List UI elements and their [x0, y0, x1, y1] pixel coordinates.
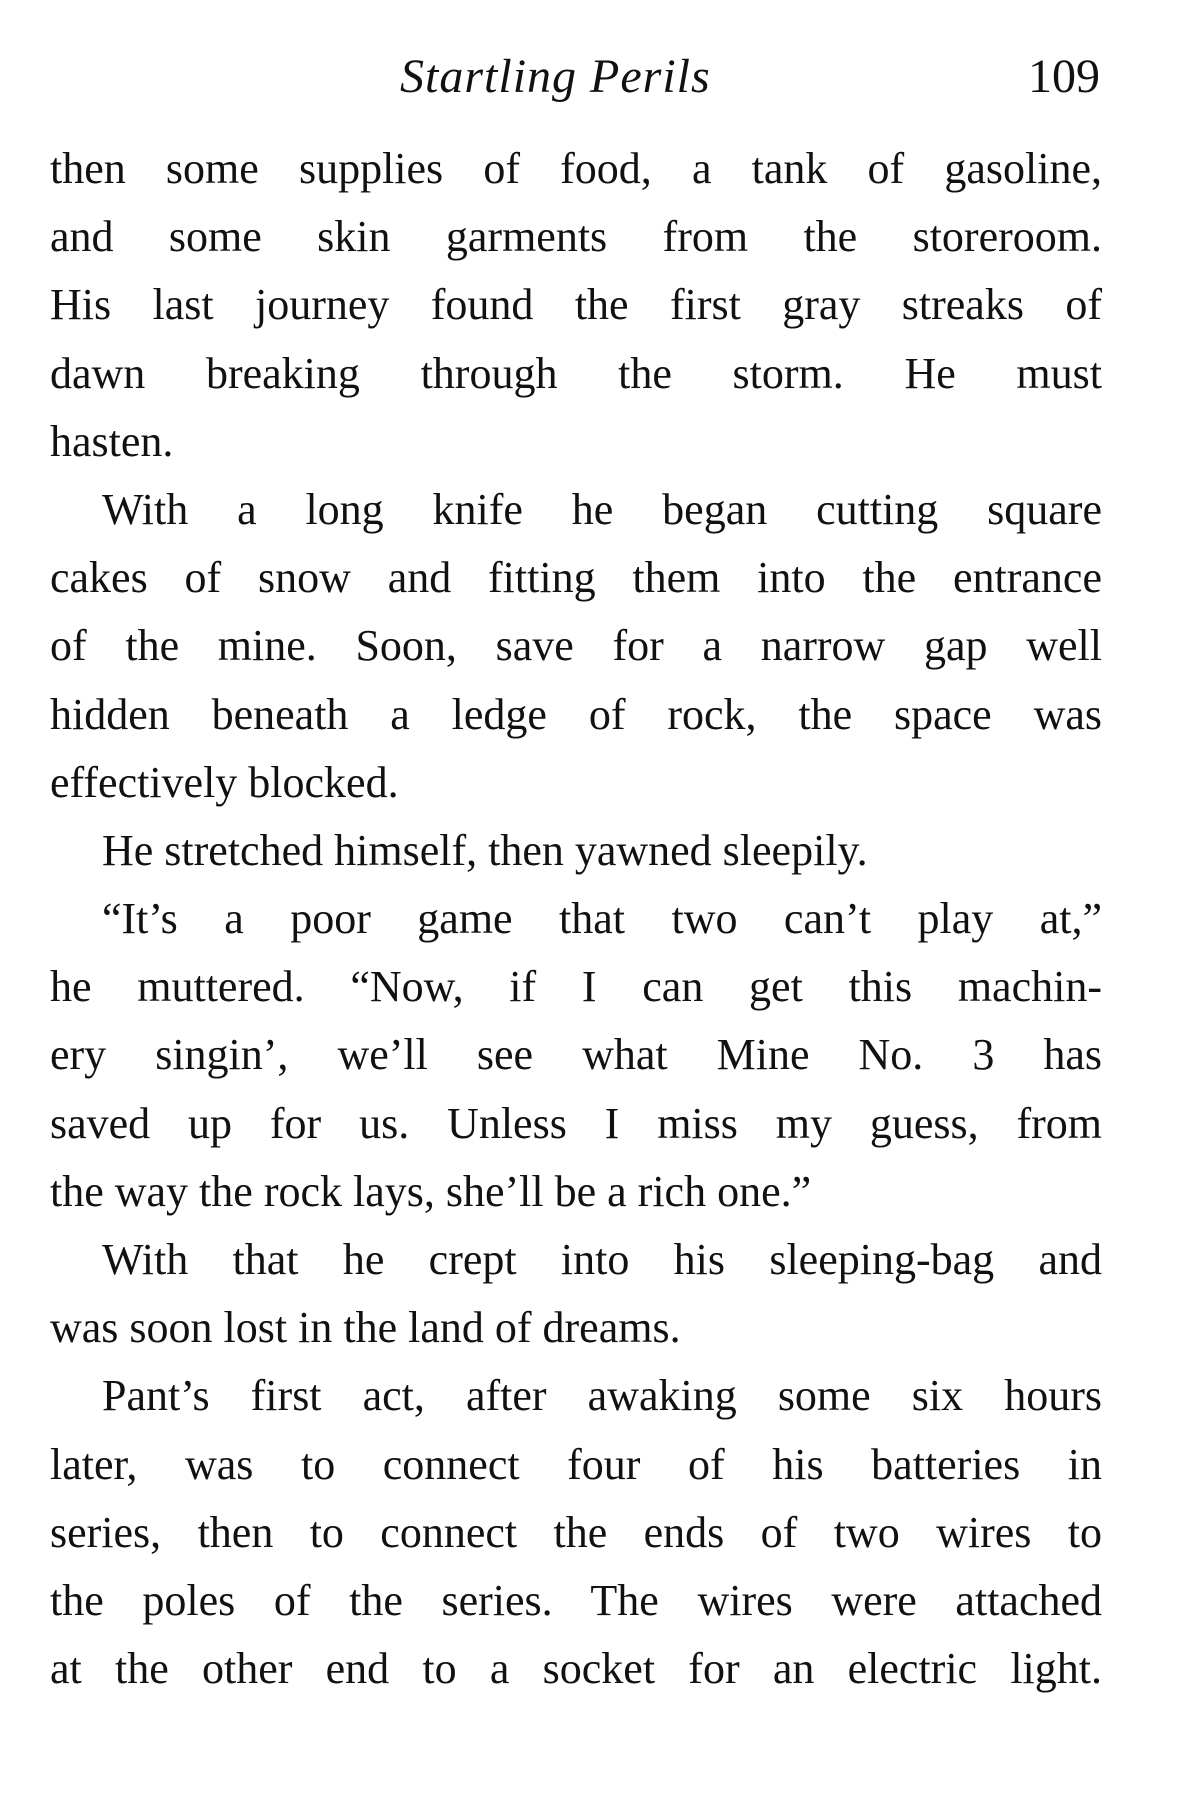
text-line: the poles of the series. The wires were attached [50, 1575, 1102, 1625]
text-line: His last journey found the first gray streaks of [50, 280, 1102, 330]
text-line: at the other end to a socket for an electric light. [50, 1644, 1102, 1694]
text-line: cakes of snow and fitting them into the entrance [50, 553, 1102, 603]
text-line: then some supplies of food, a tank of gasoline, [50, 144, 1102, 193]
text-line: and some skin garments from the storeroom. [50, 212, 1102, 262]
text-line: dawn breaking through the storm. He must [50, 348, 1102, 398]
text-line: “It’s a poor game that two can’t play at,” [102, 894, 1102, 944]
text-line: hidden beneath a ledge of rock, the space was [50, 689, 1102, 739]
text-line: effectively blocked. [50, 757, 399, 807]
text-line: He stretched himself, then yawned sleepily. [102, 825, 868, 875]
text-line: Pant’s first act, after awaking some six hours [102, 1371, 1102, 1421]
body-text [50, 135, 1102, 1703]
running-head [50, 42, 1100, 112]
text-line: hasten. [50, 416, 174, 466]
text-line: later, was to connect four of his batteries in [50, 1439, 1102, 1489]
text-line: With that he crept into his sleeping-bag and [102, 1235, 1102, 1284]
text-line: of the mine. Soon, save for a narrow gap well [50, 621, 1102, 671]
running-title: Startling Perils [400, 50, 711, 103]
text-line: was soon lost in the land of dreams. [50, 1303, 681, 1353]
text-line: series, then to connect the ends of two wires to [50, 1507, 1102, 1557]
text-line: ery singin’, we’ll see what Mine No. 3 has [50, 1030, 1102, 1080]
text-line: the way the rock lays, she’ll be a rich one.” [50, 1166, 812, 1216]
text-line: With a long knife he began cutting square [102, 484, 1102, 534]
page-number: 109 [1028, 50, 1100, 103]
text-line: he muttered. “Now, if I can get this machin- [50, 962, 1102, 1012]
text-line: saved up for us. Unless I miss my guess, from [50, 1098, 1102, 1148]
